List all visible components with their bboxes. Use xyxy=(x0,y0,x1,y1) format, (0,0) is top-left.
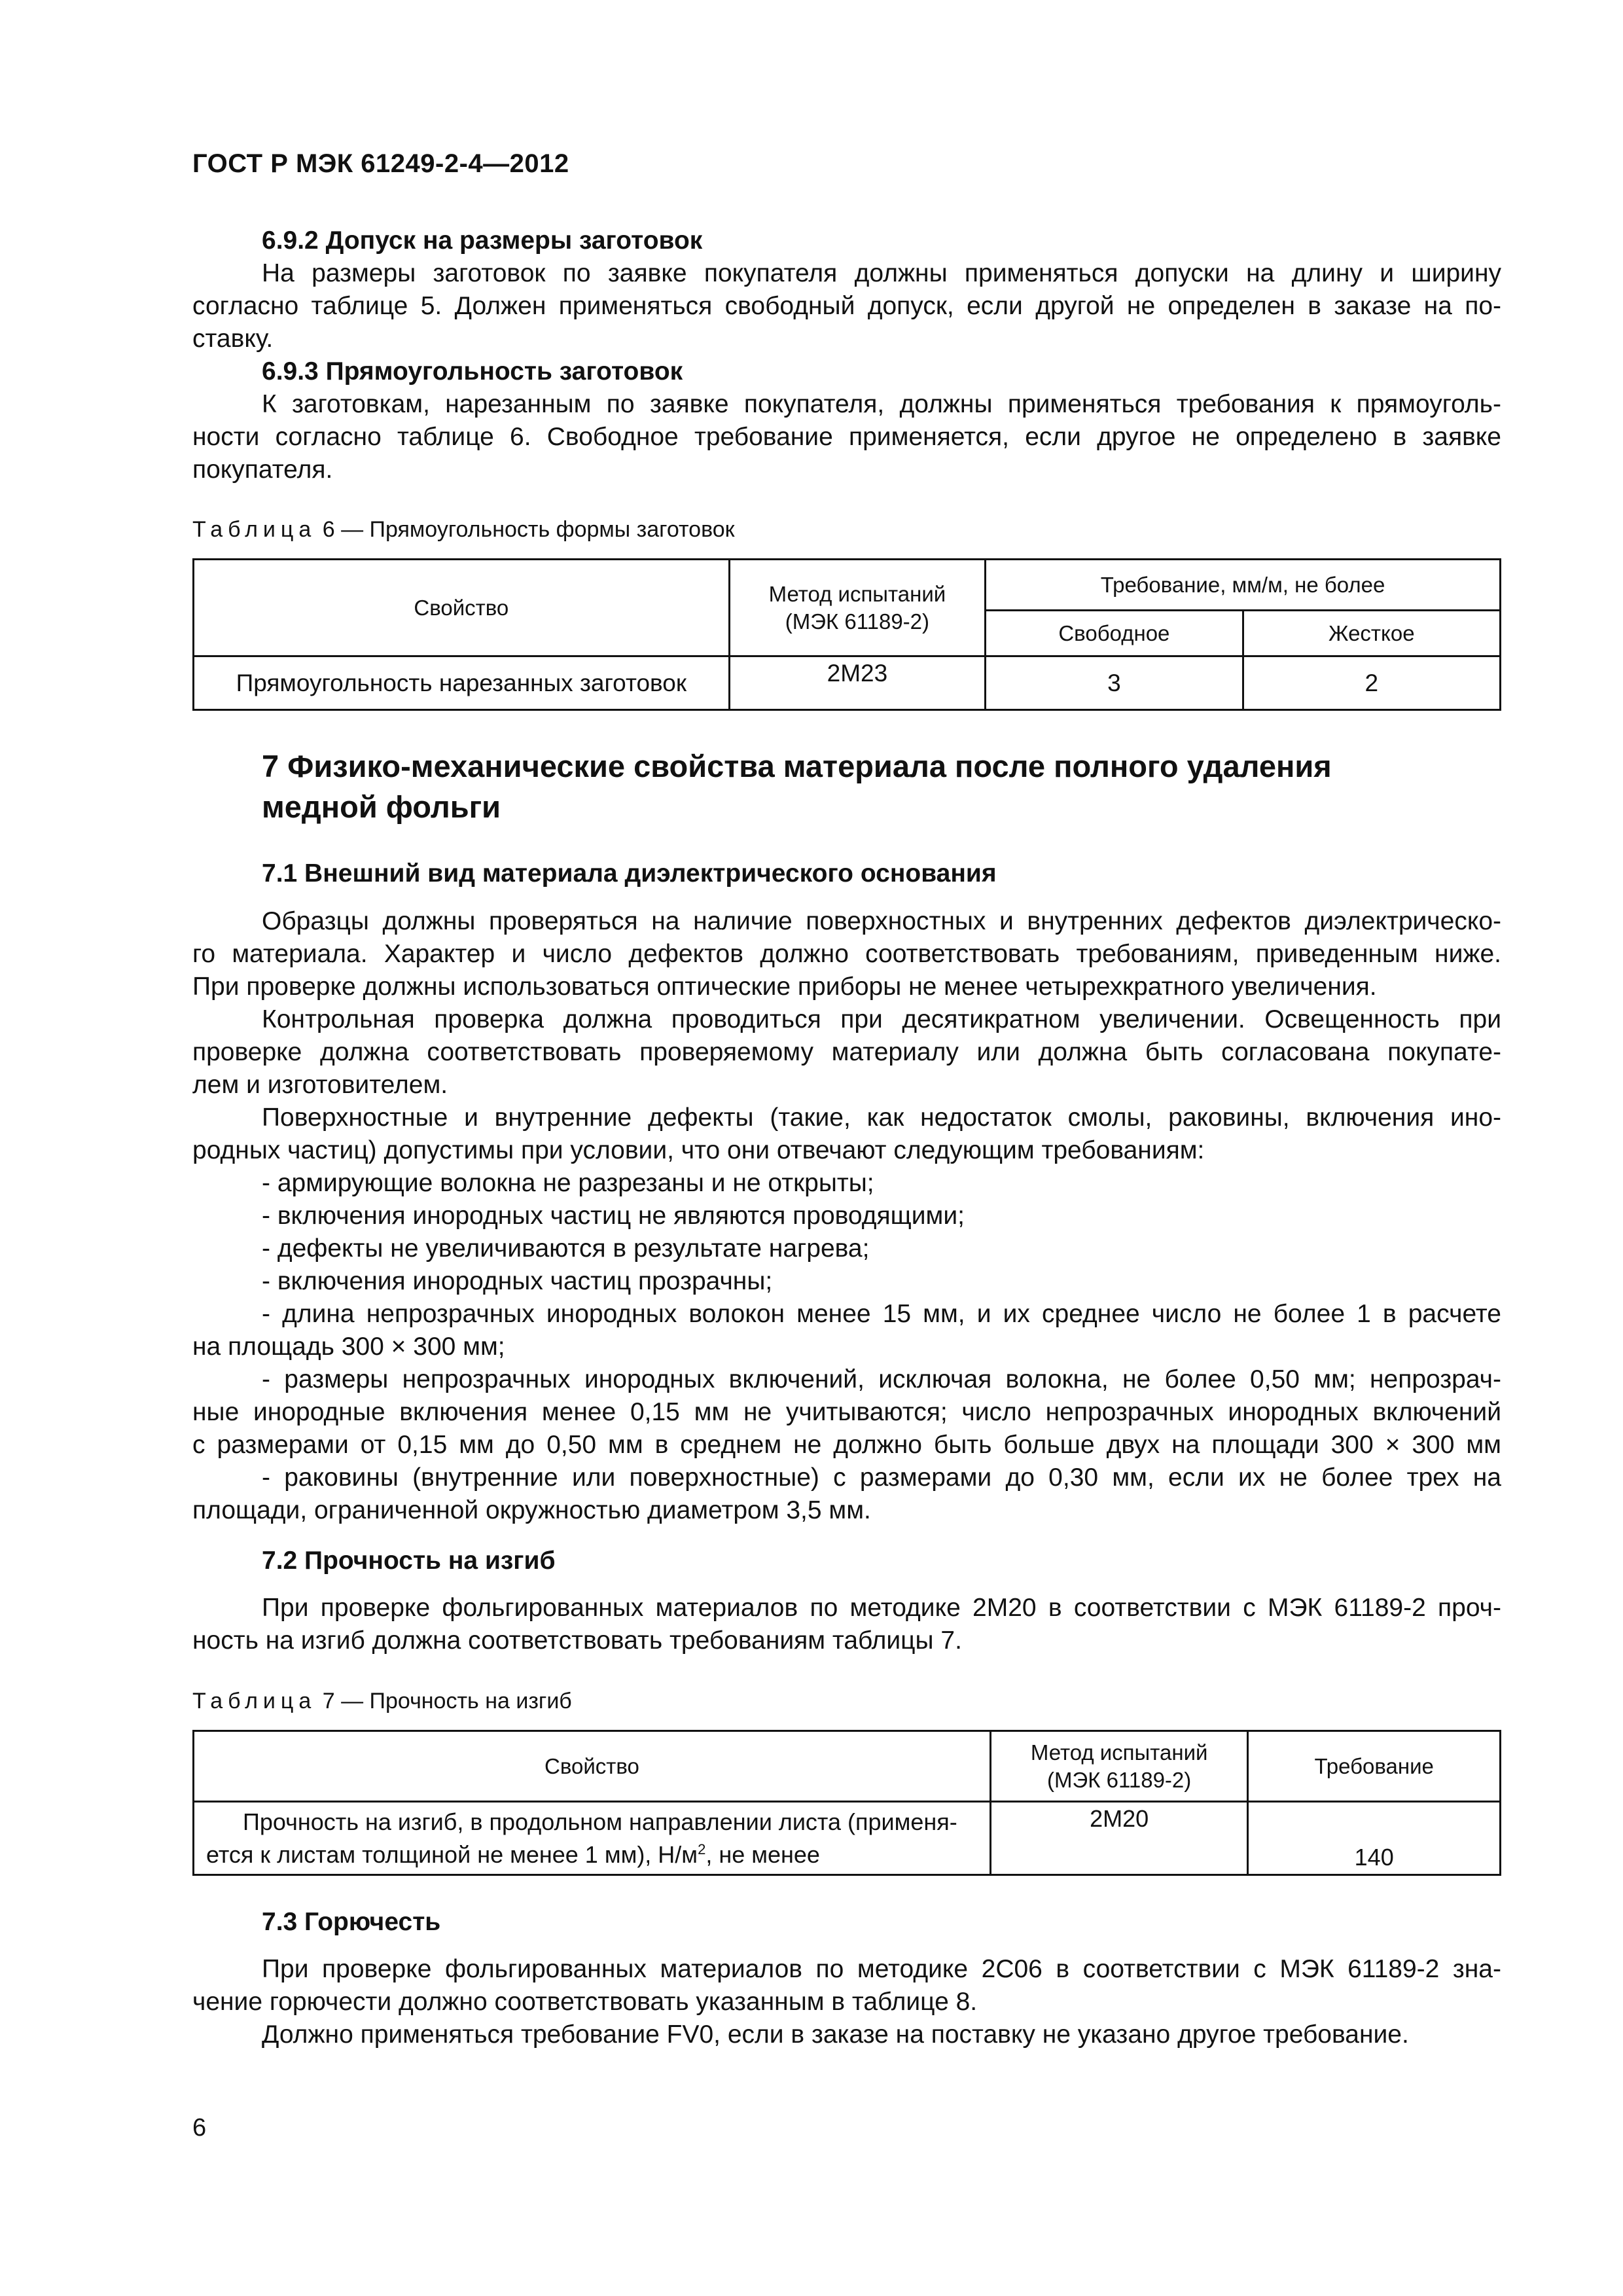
superscript: 2 xyxy=(698,1840,706,1857)
paragraph-line: покупателя. xyxy=(192,456,333,484)
property-text: ется к листам толщиной не менее 1 мм), Н/м xyxy=(206,1840,698,1868)
table-header-property: Свойство xyxy=(194,1731,991,1802)
table-6 xyxy=(192,558,1501,711)
list-item: - включения инородных частиц не являются проводящими; xyxy=(262,1202,965,1230)
table-caption-text: 6 — Прямоугольность формы заготовок xyxy=(316,517,735,542)
method-line: (МЭК 61189-2) xyxy=(785,609,930,634)
table-cell-property: Прямоугольность нарезанных заготовок xyxy=(194,656,730,710)
paragraph-line: чение горючести должно соответствовать указанным в таблице 8. xyxy=(192,1988,978,2016)
table-cell-strict: 2 xyxy=(1243,656,1500,710)
subsection-7-3-title: 7.3 Горючесть xyxy=(262,1908,441,1936)
table-caption-word: Таблица xyxy=(192,1689,317,1713)
table-cell-free: 3 xyxy=(986,656,1243,710)
property-text: , не менее xyxy=(705,1840,820,1868)
standard-header: ГОСТ Р МЭК 61249-2-4—2012 xyxy=(192,149,569,178)
table-cell-value: 140 xyxy=(1248,1802,1501,1875)
paragraph-line: ставку. xyxy=(192,325,274,353)
section-7-title: 7 Физико-механические свойства материала после полного удаления xyxy=(262,749,1332,783)
table-header-requirement: Требование, мм/м, не более xyxy=(986,560,1501,611)
table-header-method xyxy=(990,1731,1248,1802)
paragraph-line: родных частиц) допустимы при условии, что они отвечают следующим требованиям: xyxy=(192,1136,1205,1164)
list-item-continuation: ные инородные включения менее 0,15 мм не учитываются; число непрозрачных инородных включений xyxy=(192,1398,1501,1426)
table-header-property: Свойство xyxy=(194,560,730,656)
page-number: 6 xyxy=(192,2114,207,2142)
paragraph-line: ность на изгиб должна соответствовать требованиям таблицы 7. xyxy=(192,1626,962,1655)
section-7-title: медной фольги xyxy=(262,789,501,824)
paragraph-line: При проверке должны использоваться оптические приборы не менее четырехкратного увеличения. xyxy=(192,973,1377,1001)
paragraph-line: Поверхностные и внутренние дефекты (такие, как недостаток смолы, раковины, включения ино- xyxy=(262,1103,1501,1132)
list-item: - раковины (внутренние или поверхностные) с размерами до 0,30 мм, если их не более трех на xyxy=(262,1463,1501,1492)
list-item-continuation: с размерами от 0,15 мм до 0,50 мм в среднем не должно быть больше двух на площади 300 × 300 мм xyxy=(192,1431,1501,1459)
paragraph-line: проверке должна соответствовать проверяемому материалу или должна быть согласована покупате- xyxy=(192,1038,1501,1066)
paragraph-line: лем и изготовителем. xyxy=(192,1071,448,1099)
paragraph-line: ности согласно таблице 6. Свободное требование применяется, если другое не определено в заявке xyxy=(192,423,1501,451)
list-item: - армирующие волокна не разрезаны и не открыты; xyxy=(262,1169,874,1197)
table-header-free: Свободное xyxy=(986,611,1243,656)
paragraph-line: При проверке фольгированных материалов по методике 2M20 в соответствии с МЭК 61189-2 проч- xyxy=(262,1594,1501,1622)
table-row xyxy=(194,656,1501,710)
table-row xyxy=(194,1802,1501,1875)
table-caption-text: 7 — Прочность на изгиб xyxy=(316,1689,572,1713)
paragraph-line: Должно применяться требование FV0, если в заказе на поставку не указано другое требование. xyxy=(262,2020,1409,2049)
property-line xyxy=(206,1836,983,1869)
table-header-method xyxy=(729,560,985,656)
table-6-caption xyxy=(192,517,735,543)
list-item: - включения инородных частиц прозрачны; xyxy=(262,1267,773,1295)
subsection-6-9-3-title: 6.9.3 Прямоугольность заготовок xyxy=(262,357,683,386)
property-line: Прочность на изгиб, в продольном направлении листа (применя- xyxy=(243,1808,957,1835)
paragraph-line: го материала. Характер и число дефектов должно соответствовать требованиям, приведенным ниже. xyxy=(192,940,1501,968)
list-item: - размеры непрозрачных инородных включений, исключая волокна, не более 0,50 мм; непрозрач- xyxy=(262,1365,1501,1393)
list-item: - длина непрозрачных инородных волокон менее 15 мм, и их среднее число не более 1 в расчете xyxy=(262,1300,1501,1328)
table-cell-method: 2M20 xyxy=(990,1802,1248,1875)
paragraph-line: При проверке фольгированных материалов по методике 2C06 в соответствии с МЭК 61189-2 зна- xyxy=(262,1955,1501,1983)
method-line: Метод испытаний xyxy=(1030,1740,1208,1765)
table-header-requirement: Требование xyxy=(1248,1731,1501,1802)
table-header-strict: Жесткое xyxy=(1243,611,1500,656)
paragraph-line: согласно таблице 5. Должен применяться свободный допуск, если другой не определен в заказе на по- xyxy=(192,292,1501,320)
method-line: Метод испытаний xyxy=(768,581,946,606)
paragraph-line: К заготовкам, нарезанным по заявке покупателя, должны применяться требования к прямоуголь- xyxy=(262,390,1501,418)
method-line: (МЭК 61189-2) xyxy=(1047,1767,1192,1792)
list-item: - дефекты не увеличиваются в результате нагрева; xyxy=(262,1234,870,1263)
subsection-7-1-title: 7.1 Внешний вид материала диэлектрического основания xyxy=(262,859,997,888)
table-cell-property xyxy=(194,1802,991,1875)
subsection-6-9-2-title: 6.9.2 Допуск на размеры заготовок xyxy=(262,226,703,255)
paragraph-line: На размеры заготовок по заявке покупателя должны применяться допуски на длину и ширину xyxy=(262,259,1501,287)
table-7-caption xyxy=(192,1689,572,1714)
paragraph-line: Образцы должны проверяться на наличие поверхностных и внутренних дефектов диэлектрическо- xyxy=(262,907,1501,935)
table-7 xyxy=(192,1730,1501,1876)
table-caption-word: Таблица xyxy=(192,517,317,542)
paragraph-line: Контрольная проверка должна проводиться при десятикратном увеличении. Освещенность при xyxy=(262,1005,1501,1033)
table-cell-method: 2M23 xyxy=(729,656,985,710)
list-item-continuation: на площадь 300 × 300 мм; xyxy=(192,1333,505,1361)
list-item-continuation: площади, ограниченной окружностью диаметром 3,5 мм. xyxy=(192,1496,871,1524)
subsection-7-2-title: 7.2 Прочность на изгиб xyxy=(262,1547,556,1575)
